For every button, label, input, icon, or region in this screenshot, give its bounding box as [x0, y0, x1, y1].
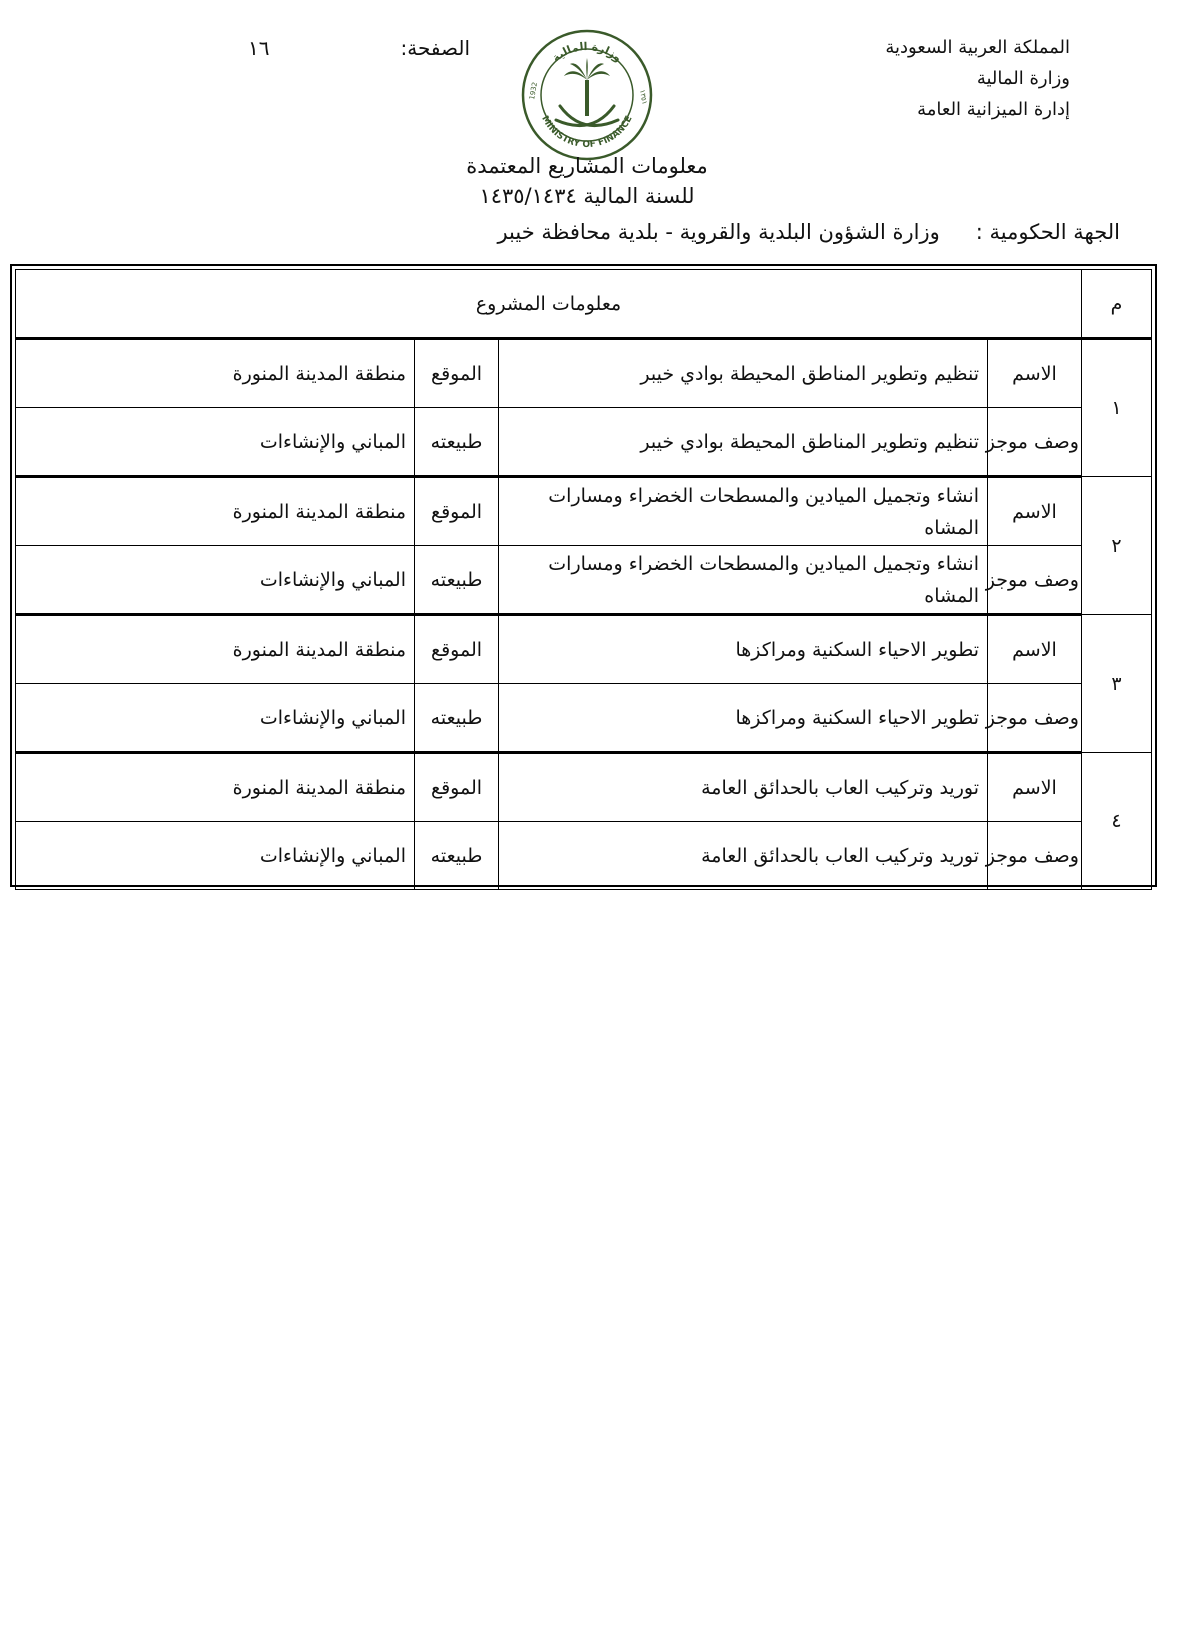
description-label: وصف موجز [988, 546, 1082, 615]
seal-arabic-text: وزارة المالية [549, 39, 625, 65]
kingdom-name: المملكة العربية السعودية [885, 37, 1070, 58]
nature-label: طبيعته [415, 408, 499, 477]
project-description: تطوير الاحياء السكنية ومراكزها [499, 684, 988, 753]
table-row [16, 339, 1152, 408]
svg-text:MINISTRY OF FINANCE [539, 114, 634, 150]
table-row [16, 615, 1152, 684]
nature-label: طبيعته [415, 684, 499, 753]
page-label: الصفحة: [400, 36, 470, 60]
project-nature: المباني والإنشاءات [16, 684, 415, 753]
nature-label: طبيعته [415, 822, 499, 890]
nature-label: طبيعته [415, 546, 499, 615]
name-label: الاسم [988, 339, 1082, 408]
seal-year-right: ١٣٥١ [638, 88, 649, 106]
project-description: توريد وتركيب العاب بالحدائق العامة [499, 822, 988, 890]
table-row [16, 477, 1152, 546]
location-label: الموقع [415, 615, 499, 684]
project-name: تنظيم وتطوير المناطق المحيطة بوادي خيبر [499, 339, 988, 408]
entity-value: وزارة الشؤون البلدية والقروية - بلدية محافظة خيبر [497, 220, 940, 244]
project-location: منطقة المدينة المنورة [16, 753, 415, 822]
entity-label: الجهة الحكومية : [975, 220, 1120, 244]
row-number: ٢ [1082, 477, 1152, 615]
project-description: تنظيم وتطوير المناطق المحيطة بوادي خيبر [499, 408, 988, 477]
ministry-name: وزارة المالية [976, 68, 1070, 89]
seal-year-left: 1932 [528, 81, 540, 101]
description-label: وصف موجز [988, 684, 1082, 753]
row-number: ٤ [1082, 753, 1152, 890]
projects-table-frame [10, 264, 1157, 887]
project-description: انشاء وتجميل الميادين والمسطحات الخضراء ومسارات المشاه [499, 546, 988, 615]
name-label: الاسم [988, 477, 1082, 546]
project-location: منطقة المدينة المنورة [16, 477, 415, 546]
government-entity [497, 220, 1120, 244]
row-number: ٣ [1082, 615, 1152, 753]
description-label: وصف موجز [988, 822, 1082, 890]
project-location: منطقة المدينة المنورة [16, 339, 415, 408]
department-name: إدارة الميزانية العامة [917, 99, 1070, 120]
page-number: ١٦ [248, 36, 270, 60]
project-nature: المباني والإنشاءات [16, 546, 415, 615]
table-row [16, 684, 1152, 753]
project-name: انشاء وتجميل الميادين والمسطحات الخضراء ومسارات المشاه [499, 477, 988, 546]
table-header-row [16, 270, 1152, 339]
column-header-m: م [1082, 270, 1152, 339]
description-label: وصف موجز [988, 408, 1082, 477]
project-nature: المباني والإنشاءات [16, 822, 415, 890]
palm-icon [564, 58, 610, 116]
table-row [16, 408, 1152, 477]
column-header-project-info: معلومات المشروع [16, 270, 1082, 339]
row-number: ١ [1082, 339, 1152, 477]
projects-table [15, 269, 1152, 890]
location-label: الموقع [415, 339, 499, 408]
project-location: منطقة المدينة المنورة [16, 615, 415, 684]
location-label: الموقع [415, 753, 499, 822]
project-nature: المباني والإنشاءات [16, 408, 415, 477]
table-row [16, 822, 1152, 890]
org-header [750, 32, 1070, 125]
name-label: الاسم [988, 615, 1082, 684]
ministry-seal-logo [520, 28, 654, 162]
project-name: توريد وتركيب العاب بالحدائق العامة [499, 753, 988, 822]
table-row [16, 753, 1152, 822]
fiscal-year-title: للسنة المالية ١٤٣٥/١٤٣٤ [479, 184, 695, 208]
seal-english-text: MINISTRY OF FINANCE [539, 114, 635, 151]
table-row [16, 546, 1152, 615]
name-label: الاسم [988, 753, 1082, 822]
document-title: معلومات المشاريع المعتمدة [466, 154, 708, 178]
project-name: تطوير الاحياء السكنية ومراكزها [499, 615, 988, 684]
location-label: الموقع [415, 477, 499, 546]
